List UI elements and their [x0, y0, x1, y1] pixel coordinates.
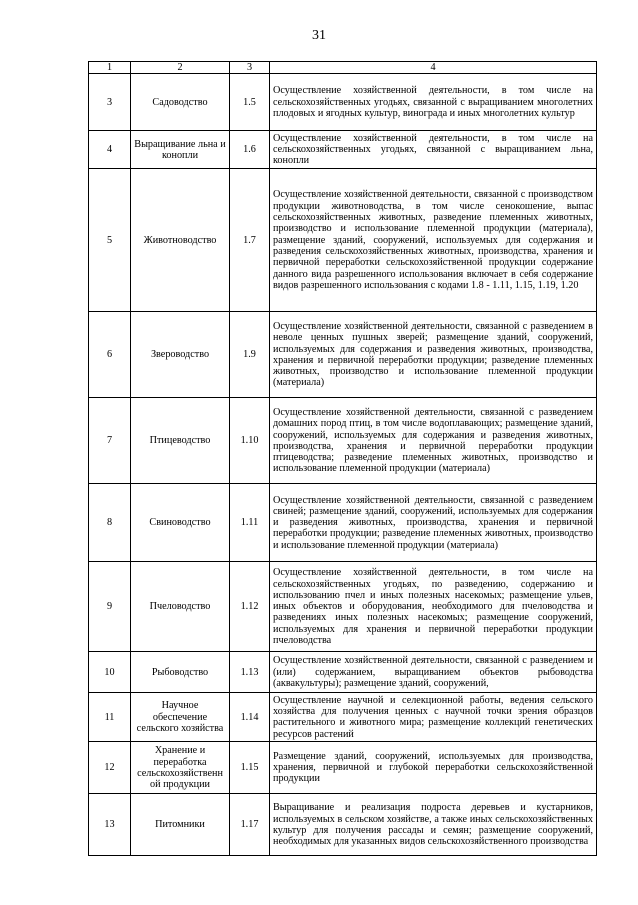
- header-col-1: 1: [89, 62, 131, 74]
- table-row: [89, 312, 597, 398]
- use-type-name: Садоводство: [131, 74, 230, 131]
- row-number: 7: [89, 398, 131, 484]
- row-number: 8: [89, 484, 131, 562]
- table-header-row: [89, 62, 597, 74]
- use-description: Осуществление хозяйственной деятельности, связанной с производством продукции животноводства, в том числе сенокошение, выпас сельскохозяйственных животных, разведение племенных животных, производство и использование племенной продукции (материала), размещение зданий, сооружений, используемых для содержания и разведения сельскохозяйственных животных, производства, хранения и первичной переработки сельскохозяйственной продукции содержание данного вида разрешенного использования включает в себя содержание видов разрешенного использования с кодами 1.8 - 1.11, 1.15, 1.19, 1.20: [270, 169, 597, 312]
- land-use-table: [88, 61, 597, 856]
- use-type-name: Животноводство: [131, 169, 230, 312]
- use-description: Выращивание и реализация подроста деревьев и кустарников, используемых в сельском хозяйстве, а также иных сельскохозяйственных культур для получения рассады и семян; размещение сооружений, необходимых для указанных видов сельскохозяйственного производства: [270, 794, 597, 856]
- row-number: 10: [89, 652, 131, 693]
- use-description: Осуществление хозяйственной деятельности, в том числе на сельскохозяйственных угодьях, по разведению, содержанию и использованию пчел и иных полезных насекомых; размещение ульев, иных объектов и оборудования, необходимого для пчеловодства и разведениях иных полезных насекомых; размещение сооружений, используемых для хранения и первичной переработки продукции пчеловодства: [270, 562, 597, 652]
- use-code: 1.14: [230, 693, 270, 742]
- table-row: [89, 398, 597, 484]
- table-row: [89, 562, 597, 652]
- use-type-name: Хранение и переработка сельскохозяйственн ой продукции: [131, 742, 230, 794]
- use-description: Размещение зданий, сооружений, используемых для производства, хранения, первичной и глубокой переработки сельскохозяйственной продукции: [270, 742, 597, 794]
- use-code: 1.7: [230, 169, 270, 312]
- use-code: 1.9: [230, 312, 270, 398]
- row-number: 11: [89, 693, 131, 742]
- use-description: Осуществление хозяйственной деятельности, связанной с разведением домашних пород птиц, в том числе водоплавающих; размещение зданий, сооружений, используемых для содержания и разведения животных, производства, хранения и первичной переработки продукции птицеводства; разведение племенных животных, производство и использование племенной продукции (материала): [270, 398, 597, 484]
- page-number: 31: [312, 28, 326, 43]
- table-row: [89, 742, 597, 794]
- row-number: 6: [89, 312, 131, 398]
- table-row: [89, 131, 597, 169]
- use-description: Осуществление хозяйственной деятельности, связанной с разведением и (или) содержанием, выращиванием объектов рыбоводства (аквакультуры); размещение зданий, сооружений,: [270, 652, 597, 693]
- row-number: 3: [89, 74, 131, 131]
- table-row: [89, 169, 597, 312]
- row-number: 9: [89, 562, 131, 652]
- table-row: [89, 484, 597, 562]
- table-row: [89, 652, 597, 693]
- use-description: Осуществление научной и селекционной работы, ведения сельского хозяйства для получения ценных с научной точки зрения образцов растительного и животного мира; размещение коллекций генетических ресурсов растений: [270, 693, 597, 742]
- use-type-name: Научное обеспечение сельского хозяйства: [131, 693, 230, 742]
- use-type-name: Выращивание льна и конопли: [131, 131, 230, 169]
- row-number: 5: [89, 169, 131, 312]
- row-number: 13: [89, 794, 131, 856]
- use-description: Осуществление хозяйственной деятельности, в том числе на сельскохозяйственных угодьях, связанной с выращиванием многолетних плодовых и ягодных культур, винограда и иных многолетних культур: [270, 74, 597, 131]
- use-code: 1.6: [230, 131, 270, 169]
- use-type-name: Свиноводство: [131, 484, 230, 562]
- row-number: 12: [89, 742, 131, 794]
- use-type-name: Звероводство: [131, 312, 230, 398]
- header-col-3: 3: [230, 62, 270, 74]
- row-number: 4: [89, 131, 131, 169]
- use-code: 1.13: [230, 652, 270, 693]
- table-row: [89, 794, 597, 856]
- use-code: 1.5: [230, 74, 270, 131]
- header-col-2: 2: [131, 62, 230, 74]
- use-code: 1.10: [230, 398, 270, 484]
- header-col-4: 4: [270, 62, 597, 74]
- table-row: [89, 74, 597, 131]
- use-type-name: Птицеводство: [131, 398, 230, 484]
- use-description: Осуществление хозяйственной деятельности, в том числе на сельскохозяйственных угодьях, связанной с выращиванием льна, конопли: [270, 131, 597, 169]
- use-type-name: Рыбоводство: [131, 652, 230, 693]
- use-type-name: Питомники: [131, 794, 230, 856]
- use-code: 1.12: [230, 562, 270, 652]
- use-description: Осуществление хозяйственной деятельности, связанной с разведением свиней; размещение зданий, сооружений, используемых для содержания и разведения животных, производства, хранения и первичной переработки продукции; разведение племенных животных, производство и использование племенной продукции (материала): [270, 484, 597, 562]
- use-type-name: Пчеловодство: [131, 562, 230, 652]
- use-code: 1.11: [230, 484, 270, 562]
- use-code: 1.17: [230, 794, 270, 856]
- use-description: Осуществление хозяйственной деятельности, связанной с разведением в неволе ценных пушных зверей; размещение зданий, сооружений, используемых для содержания и разведения животных, производства, хранения и первичной переработки продукции; разведение племенных животных, производство и использование племенной продукции (материала): [270, 312, 597, 398]
- table-row: [89, 693, 597, 742]
- use-code: 1.15: [230, 742, 270, 794]
